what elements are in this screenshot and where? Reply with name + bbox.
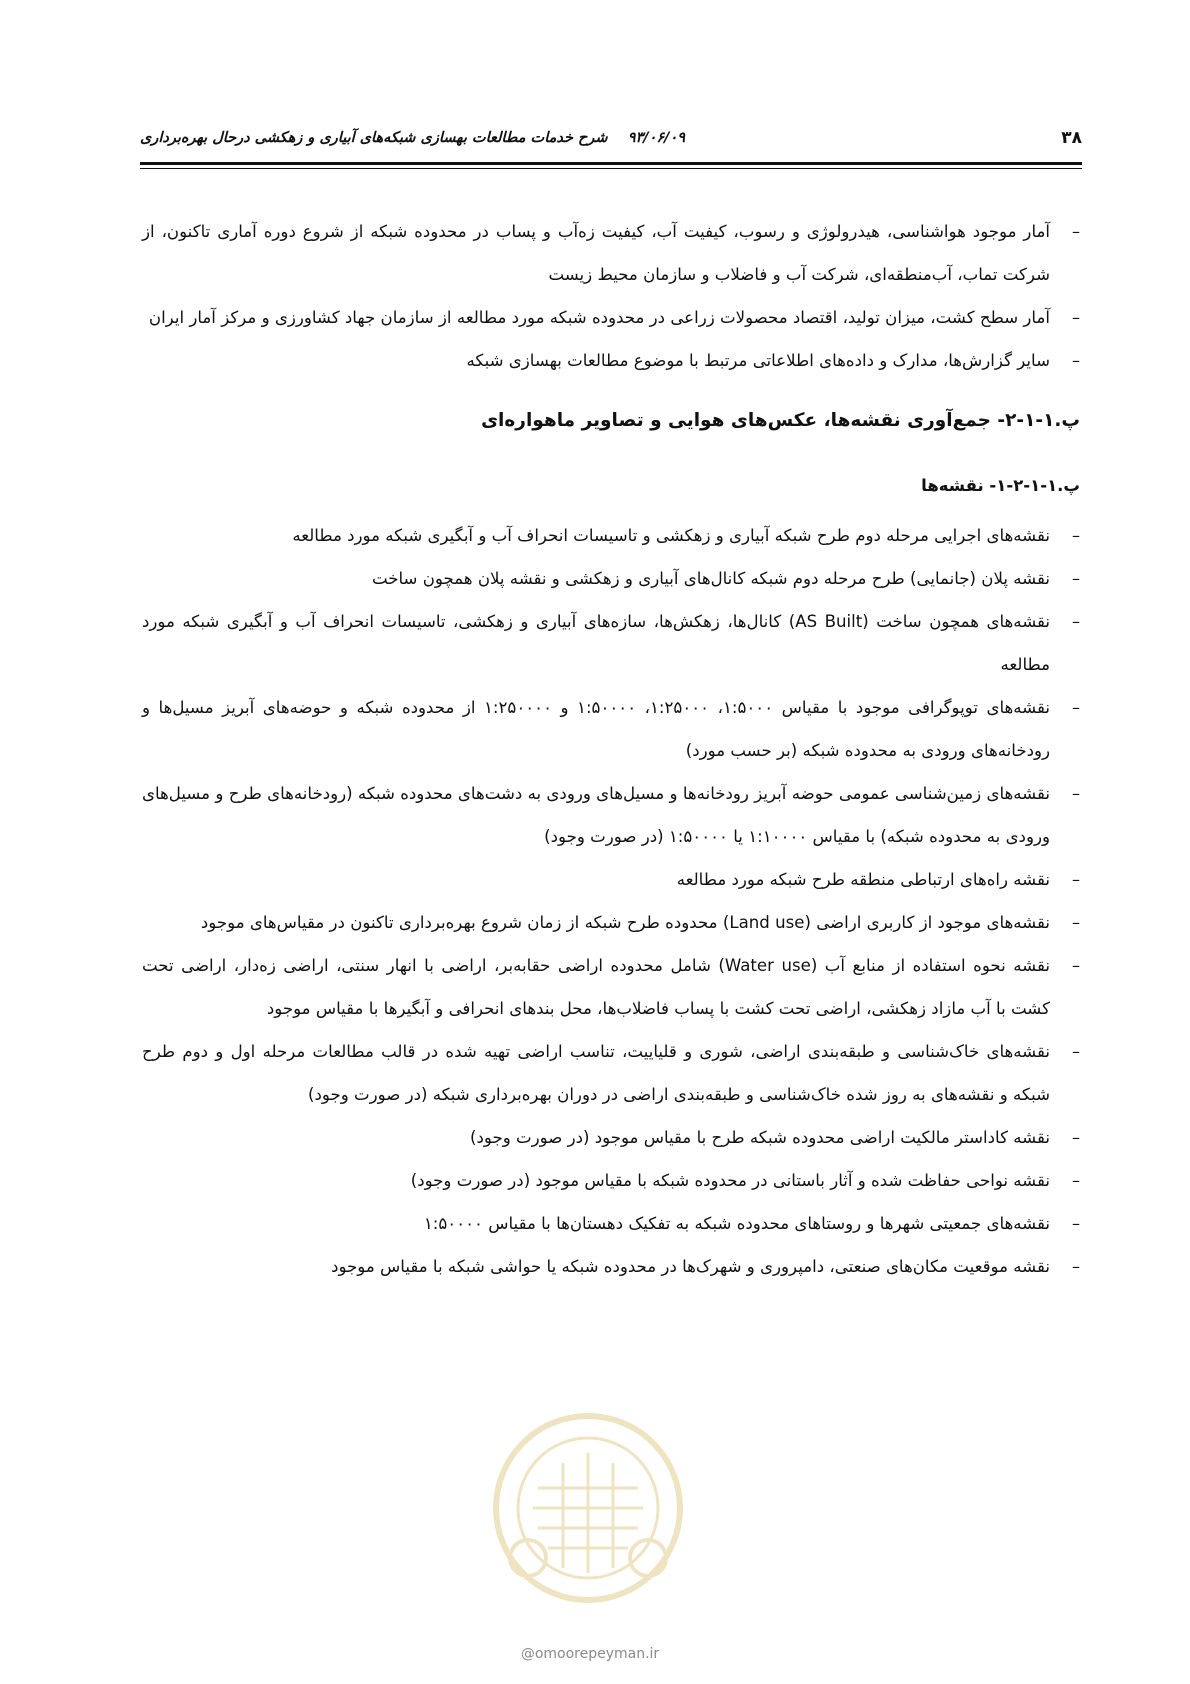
- list-item-text: نقشه‌های توپوگرافی موجود با مقیاس ۱:۵۰۰۰، ۱:۲۵۰۰۰، ۱:۵۰۰۰۰ و ۱:۲۵۰۰۰۰ از محدوده شبکه و حوضه‌های آبریز مسیل‌ها و رودخانه‌های ورودی به محدوده شبکه (بر حسب مورد): [142, 698, 1050, 760]
- dash-bullet: –: [1072, 1257, 1080, 1276]
- list-item: [142, 339, 1080, 382]
- dash-bullet: –: [1072, 1171, 1080, 1190]
- subsection-heading: پ.۱-۱-۲-۱- نقشه‌ها: [921, 476, 1080, 495]
- page-header: [140, 118, 1082, 158]
- page-content: [142, 210, 1080, 1288]
- dash-bullet: –: [1072, 1214, 1080, 1233]
- header-rule-thin: [140, 168, 1082, 169]
- list-item: [142, 1202, 1080, 1245]
- list-item: [142, 1245, 1080, 1288]
- list-item-text: نقشه کاداستر مالکیت اراضی محدوده شبکه طرح با مقیاس موجود (در صورت وجود): [470, 1128, 1050, 1147]
- list-item-text: آمار موجود هواشناسی، هیدرولوژی و رسوب، کیفیت آب، کیفیت زه‌آب و پساب در محدوده شبکه از شروع دوره آماری تاکنون، از شرکت تماب، آب‌منطقه‌ای، شرکت آب و فاضلاب و سازمان محیط زیست: [142, 222, 1050, 284]
- list-item-text: آمار سطح کشت، میزان تولید، اقتصاد محصولات زراعی در محدوده شبکه مورد مطالعه از سازمان جهاد کشاورزی و مرکز آمار ایران: [148, 308, 1050, 327]
- watermark-logo: [488, 1408, 688, 1618]
- statistics-list: [142, 210, 1080, 382]
- list-item-text: نقشه پلان (جانمایی) طرح مرحله دوم شبکه کانال‌های آبیاری و زهکشی و نقشه پلان همچون ساخت: [371, 569, 1050, 588]
- dash-bullet: –: [1072, 1128, 1080, 1147]
- list-item-text: نقشه موقعیت مکان‌های صنعتی، دامپروری و شهرک‌ها در محدوده شبکه یا حواشی شبکه با مقیاس موجود: [331, 1257, 1050, 1276]
- section-heading: پ.۱-۱-۲- جمع‌آوری نقشه‌ها، عکس‌های هوایی و تصاویر ماهواره‌ای: [481, 410, 1080, 431]
- list-item-text: سایر گزارش‌ها، مدارک و داده‌های اطلاعاتی مرتبط با موضوع مطالعات بهسازی شبکه: [466, 351, 1050, 370]
- header-date: ۹۳/۰۶/۰۹: [627, 130, 686, 146]
- list-item: [142, 296, 1080, 339]
- dash-bullet: –: [1072, 784, 1080, 803]
- dash-bullet: –: [1072, 1042, 1080, 1061]
- dash-bullet: –: [1072, 526, 1080, 545]
- list-item: [142, 1159, 1080, 1202]
- list-item: [142, 772, 1080, 858]
- dash-bullet: –: [1072, 308, 1080, 327]
- dash-bullet: –: [1072, 612, 1080, 631]
- list-item-text: نقشه‌های موجود از کاربری اراضی (Land use) محدوده طرح شبکه از زمان شروع بهره‌برداری تاکنون در مقیاس‌های موجود: [200, 913, 1050, 932]
- list-item-text: نقشه‌های خاک‌شناسی و طبقه‌بندی اراضی، شوری و قلیاییت، تناسب اراضی تهیه شده در قالب مطالعات مرحله اول و دوم طرح شبکه و نقشه‌های به روز شده خاک‌شناسی و طبقه‌بندی اراضی در دوران بهره‌برداری شبکه (در صورت وجود): [142, 1042, 1050, 1104]
- maps-list: [142, 514, 1080, 1288]
- dash-bullet: –: [1072, 870, 1080, 889]
- list-item: [142, 1116, 1080, 1159]
- list-item-text: نقشه‌های جمعیتی شهرها و روستاهای محدوده شبکه به تفکیک دهستان‌ها با مقیاس ۱:۵۰۰۰۰: [423, 1214, 1050, 1233]
- dash-bullet: –: [1072, 956, 1080, 975]
- list-item-text: نقشه‌های همچون ساخت (AS Built) کانال‌ها، زهکش‌ها، سازه‌های آبیاری و زهکشی، تاسیسات انحراف آب و آبگیری شبکه مورد مطالعه: [142, 612, 1051, 674]
- list-item-text: نقشه نواحی حفاظت شده و آثار باستانی در محدوده شبکه با مقیاس موجود (در صورت وجود): [410, 1171, 1050, 1190]
- list-item-text: نقشه نحوه استفاده از منابع آب (Water use) شامل محدوده اراضی حقابه‌بر، اراضی با انهار سنتی، اراضی زه‌دار، اراضی تحت کشت با آب مازاد زهکشی، اراضی تحت کشت با پساب فاضلاب‌ها، محل بندهای انحرافی و آبگیرها با مقیاس موجود: [142, 956, 1050, 1018]
- list-item: [142, 557, 1080, 600]
- header-title-text: شرح خدمات مطالعات بهسازی شبکه‌های آبیاری و زهکشی درحال بهره‌برداری: [140, 130, 608, 146]
- list-item-text: نقشه‌های اجرایی مرحله دوم طرح شبکه آبیاری و زهکشی و تاسیسات انحراف آب و آبگیری شبکه مورد مطالعه: [292, 526, 1050, 545]
- list-item: [142, 1030, 1080, 1116]
- list-item: [142, 901, 1080, 944]
- dash-bullet: –: [1072, 569, 1080, 588]
- list-item: [142, 600, 1080, 686]
- list-item-text: نقشه راه‌های ارتباطی منطقه طرح شبکه مورد مطالعه: [676, 870, 1050, 889]
- list-item: [142, 858, 1080, 901]
- header-rule: [140, 162, 1082, 165]
- list-item: [142, 944, 1080, 1030]
- page-number: ۳۸: [1061, 128, 1082, 148]
- list-item: [142, 210, 1080, 296]
- header-title: [140, 130, 685, 146]
- dash-bullet: –: [1072, 222, 1080, 241]
- dash-bullet: –: [1072, 351, 1080, 370]
- list-item: [142, 514, 1080, 557]
- dash-bullet: –: [1072, 698, 1080, 717]
- watermark-text: @omoorepeyman.ir: [520, 1646, 660, 1662]
- list-item: [142, 686, 1080, 772]
- dash-bullet: –: [1072, 913, 1080, 932]
- list-item-text: نقشه‌های زمین‌شناسی عمومی حوضه آبریز رودخانه‌ها و مسیل‌های ورودی به دشت‌های محدوده شبکه (رودخانه‌های طرح و مسیل‌های ورودی به محدوده شبکه) با مقیاس ۱:۱۰۰۰۰ یا ۱:۵۰۰۰۰ (در صورت وجود): [142, 784, 1050, 846]
